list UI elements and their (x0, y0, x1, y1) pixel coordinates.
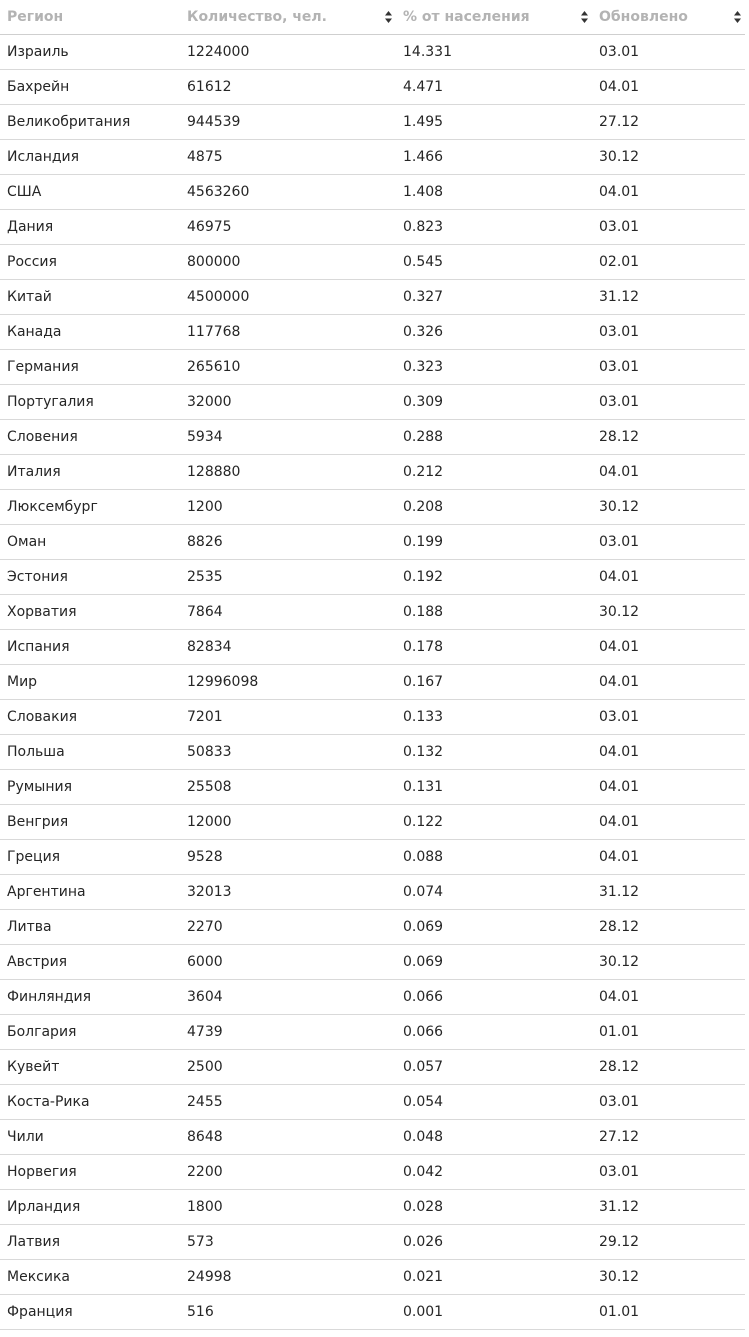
region-cell: Аргентина (0, 874, 180, 909)
region-cell: Латвия (0, 1224, 180, 1259)
table-row (0, 104, 745, 139)
region-cell: Исландия (0, 139, 180, 174)
percent-cell: 0.074 (396, 874, 592, 909)
table-row (0, 524, 745, 559)
region-cell: Мир (0, 664, 180, 699)
count-cell: 2455 (180, 1084, 396, 1119)
updated-cell: 03.01 (592, 699, 745, 734)
updated-cell: 27.12 (592, 1119, 745, 1154)
table-row (0, 1084, 745, 1119)
region-cell: Кувейт (0, 1049, 180, 1084)
region-cell: Ирландия (0, 1189, 180, 1224)
percent-cell: 0.066 (396, 1014, 592, 1049)
percent-cell: 0.131 (396, 769, 592, 804)
count-cell: 1800 (180, 1189, 396, 1224)
percent-cell: 0.212 (396, 454, 592, 489)
count-cell: 516 (180, 1294, 396, 1329)
count-cell: 8826 (180, 524, 396, 559)
count-cell: 573 (180, 1224, 396, 1259)
region-cell: Канада (0, 314, 180, 349)
region-cell: Словакия (0, 699, 180, 734)
region-cell: Чили (0, 1119, 180, 1154)
count-cell: 6000 (180, 944, 396, 979)
updated-cell: 04.01 (592, 804, 745, 839)
table-row (0, 909, 745, 944)
count-cell: 128880 (180, 454, 396, 489)
updated-cell: 03.01 (592, 384, 745, 419)
table-row (0, 489, 745, 524)
table-row (0, 1189, 745, 1224)
region-cell: Португалия (0, 384, 180, 419)
count-cell: 3604 (180, 979, 396, 1014)
updated-cell: 04.01 (592, 559, 745, 594)
region-cell: Россия (0, 244, 180, 279)
table-row (0, 34, 745, 69)
percent-cell: 0.188 (396, 594, 592, 629)
sort-icon[interactable] (734, 11, 741, 23)
count-cell: 800000 (180, 244, 396, 279)
count-cell: 944539 (180, 104, 396, 139)
percent-cell: 0.069 (396, 909, 592, 944)
count-cell: 12000 (180, 804, 396, 839)
count-cell: 9528 (180, 839, 396, 874)
count-cell: 7201 (180, 699, 396, 734)
count-cell: 4500000 (180, 279, 396, 314)
count-cell: 61612 (180, 69, 396, 104)
sort-icon[interactable] (581, 11, 588, 23)
updated-cell: 03.01 (592, 34, 745, 69)
column-count-header[interactable] (180, 0, 396, 34)
percent-cell: 0.323 (396, 349, 592, 384)
table-row (0, 209, 745, 244)
updated-cell: 27.12 (592, 104, 745, 139)
table-row (0, 279, 745, 314)
region-cell: Испания (0, 629, 180, 664)
updated-cell: 31.12 (592, 874, 745, 909)
updated-cell: 04.01 (592, 69, 745, 104)
count-cell: 24998 (180, 1259, 396, 1294)
sort-icon[interactable] (385, 11, 392, 23)
percent-cell: 0.088 (396, 839, 592, 874)
table-row (0, 804, 745, 839)
updated-cell: 04.01 (592, 174, 745, 209)
percent-cell: 0.199 (396, 524, 592, 559)
updated-cell: 30.12 (592, 1259, 745, 1294)
count-cell: 1200 (180, 489, 396, 524)
region-cell: Италия (0, 454, 180, 489)
count-cell: 2500 (180, 1049, 396, 1084)
table-row (0, 839, 745, 874)
percent-cell: 0.021 (396, 1259, 592, 1294)
region-cell: Норвегия (0, 1154, 180, 1189)
table-row (0, 664, 745, 699)
updated-cell: 30.12 (592, 489, 745, 524)
percent-cell: 0.066 (396, 979, 592, 1014)
updated-cell: 04.01 (592, 664, 745, 699)
count-cell: 32000 (180, 384, 396, 419)
region-cell: Коста-Рика (0, 1084, 180, 1119)
percent-cell: 0.069 (396, 944, 592, 979)
updated-cell: 03.01 (592, 209, 745, 244)
region-cell: Болгария (0, 1014, 180, 1049)
count-cell: 82834 (180, 629, 396, 664)
column-region-label: Регион (7, 8, 64, 25)
table-row (0, 979, 745, 1014)
updated-cell: 04.01 (592, 734, 745, 769)
count-cell: 4875 (180, 139, 396, 174)
region-cell: Великобритания (0, 104, 180, 139)
region-cell: Китай (0, 279, 180, 314)
percent-cell: 1.466 (396, 139, 592, 174)
table-row (0, 1224, 745, 1259)
updated-cell: 03.01 (592, 524, 745, 559)
count-cell: 5934 (180, 419, 396, 454)
count-cell: 25508 (180, 769, 396, 804)
region-cell: Финляндия (0, 979, 180, 1014)
updated-cell: 04.01 (592, 769, 745, 804)
table-row (0, 699, 745, 734)
count-cell: 32013 (180, 874, 396, 909)
count-cell: 2200 (180, 1154, 396, 1189)
updated-cell: 04.01 (592, 979, 745, 1014)
percent-cell: 0.026 (396, 1224, 592, 1259)
count-cell: 1224000 (180, 34, 396, 69)
region-cell: Израиль (0, 34, 180, 69)
percent-cell: 0.167 (396, 664, 592, 699)
count-cell: 265610 (180, 349, 396, 384)
percent-cell: 0.042 (396, 1154, 592, 1189)
percent-cell: 0.823 (396, 209, 592, 244)
region-cell: Румыния (0, 769, 180, 804)
table-row (0, 69, 745, 104)
updated-cell: 29.12 (592, 1224, 745, 1259)
updated-cell: 28.12 (592, 909, 745, 944)
percent-cell: 0.001 (396, 1294, 592, 1329)
percent-cell: 0.545 (396, 244, 592, 279)
table-row (0, 314, 745, 349)
table-body (0, 34, 745, 1329)
table-row (0, 349, 745, 384)
percent-cell: 1.495 (396, 104, 592, 139)
percent-cell: 0.326 (396, 314, 592, 349)
updated-cell: 04.01 (592, 839, 745, 874)
table-row (0, 139, 745, 174)
count-cell: 50833 (180, 734, 396, 769)
percent-cell: 14.331 (396, 34, 592, 69)
updated-cell: 30.12 (592, 594, 745, 629)
percent-cell: 0.048 (396, 1119, 592, 1154)
percent-cell: 0.057 (396, 1049, 592, 1084)
region-cell: Бахрейн (0, 69, 180, 104)
table-row (0, 1154, 745, 1189)
region-cell: Польша (0, 734, 180, 769)
percent-cell: 0.288 (396, 419, 592, 454)
percent-cell: 0.133 (396, 699, 592, 734)
region-cell: Германия (0, 349, 180, 384)
table-row (0, 1014, 745, 1049)
count-cell: 12996098 (180, 664, 396, 699)
percent-cell: 0.054 (396, 1084, 592, 1119)
table-row (0, 559, 745, 594)
region-cell: Франция (0, 1294, 180, 1329)
updated-cell: 01.01 (592, 1294, 745, 1329)
percent-cell: 0.178 (396, 629, 592, 664)
table-row (0, 594, 745, 629)
region-cell: Мексика (0, 1259, 180, 1294)
region-cell: Оман (0, 524, 180, 559)
percent-cell: 1.408 (396, 174, 592, 209)
table-row (0, 944, 745, 979)
updated-cell: 31.12 (592, 279, 745, 314)
updated-cell: 02.01 (592, 244, 745, 279)
count-cell: 8648 (180, 1119, 396, 1154)
column-region-header (0, 0, 180, 34)
region-cell: Греция (0, 839, 180, 874)
column-percent-header[interactable] (396, 0, 592, 34)
header-row (0, 0, 745, 34)
table-row (0, 1049, 745, 1084)
updated-cell: 03.01 (592, 1154, 745, 1189)
updated-cell: 03.01 (592, 314, 745, 349)
updated-cell: 30.12 (592, 139, 745, 174)
region-cell: США (0, 174, 180, 209)
updated-cell: 28.12 (592, 419, 745, 454)
percent-cell: 0.132 (396, 734, 592, 769)
table-row (0, 629, 745, 664)
percent-cell: 0.208 (396, 489, 592, 524)
count-cell: 117768 (180, 314, 396, 349)
updated-cell: 01.01 (592, 1014, 745, 1049)
region-cell: Венгрия (0, 804, 180, 839)
updated-cell: 31.12 (592, 1189, 745, 1224)
region-cell: Австрия (0, 944, 180, 979)
column-percent-label: % от населения (403, 8, 530, 25)
table-row (0, 1294, 745, 1329)
count-cell: 2270 (180, 909, 396, 944)
table-row (0, 734, 745, 769)
region-cell: Литва (0, 909, 180, 944)
region-cell: Хорватия (0, 594, 180, 629)
column-count-label: Количество, чел. (187, 8, 327, 25)
count-cell: 2535 (180, 559, 396, 594)
updated-cell: 03.01 (592, 349, 745, 384)
count-cell: 4563260 (180, 174, 396, 209)
table-row (0, 384, 745, 419)
table-row (0, 874, 745, 909)
updated-cell: 04.01 (592, 454, 745, 489)
table-row (0, 419, 745, 454)
percent-cell: 0.122 (396, 804, 592, 839)
count-cell: 7864 (180, 594, 396, 629)
count-cell: 46975 (180, 209, 396, 244)
region-cell: Люксембург (0, 489, 180, 524)
percent-cell: 0.327 (396, 279, 592, 314)
table-row (0, 454, 745, 489)
count-cell: 4739 (180, 1014, 396, 1049)
region-cell: Эстония (0, 559, 180, 594)
table-row (0, 1259, 745, 1294)
region-cell: Словения (0, 419, 180, 454)
updated-cell: 03.01 (592, 1084, 745, 1119)
updated-cell: 28.12 (592, 1049, 745, 1084)
percent-cell: 0.192 (396, 559, 592, 594)
table-row (0, 174, 745, 209)
percent-cell: 0.309 (396, 384, 592, 419)
table-row (0, 1119, 745, 1154)
percent-cell: 4.471 (396, 69, 592, 104)
table-row (0, 769, 745, 804)
region-cell: Дания (0, 209, 180, 244)
updated-cell: 04.01 (592, 629, 745, 664)
table-header (0, 0, 745, 34)
table-row (0, 244, 745, 279)
updated-cell: 30.12 (592, 944, 745, 979)
column-updated-label: Обновлено (599, 8, 688, 25)
percent-cell: 0.028 (396, 1189, 592, 1224)
column-updated-header[interactable] (592, 0, 745, 34)
